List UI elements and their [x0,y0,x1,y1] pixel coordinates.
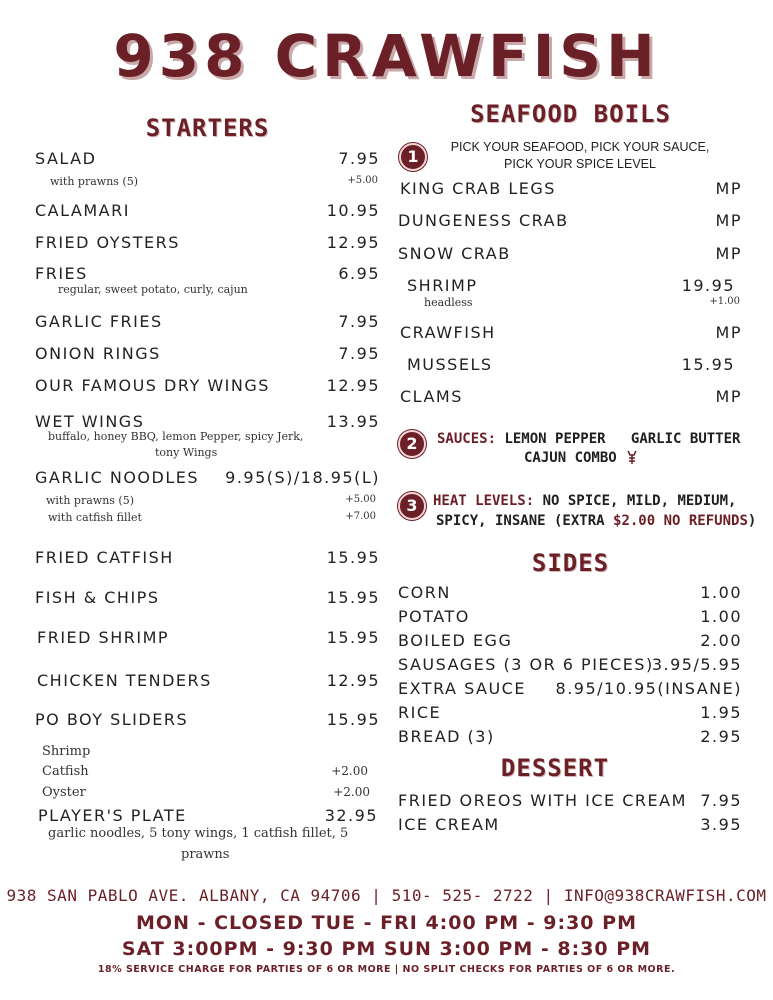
side-item [398,655,742,679]
item-price: 15.95 [326,628,380,647]
item-price: 7.95 [338,344,380,363]
boil-item-king-crab [400,179,742,198]
option-name: Oyster [42,785,86,800]
step-3-badge: 3 [398,492,426,520]
item-name: OUR FAMOUS DRY WINGS [35,376,270,395]
item-price: 12.95 [326,376,380,395]
item-name: SALAD [35,149,97,168]
item-name: CHICKEN TENDERS [37,671,212,690]
dessert-list [398,791,742,839]
menu-item-salad [35,149,380,168]
item-name: GARLIC FRIES [35,312,163,331]
boil-item-shrimp [407,276,735,295]
menu-item-calamari [35,201,380,220]
item-name: SAUSAGES (3 OR 6 PIECES) [398,655,654,674]
side-item [398,703,742,727]
dessert-item [398,791,742,815]
item-name: PLAYER'S PLATE [38,806,187,825]
item-name: CORN [398,583,451,602]
item-price: MP [715,244,742,263]
item-price: 2.95 [700,727,742,746]
heat-levels-line-2 [436,513,756,529]
heat-options: NO SPICE, MILD, MEDIUM, [542,493,737,509]
item-price: 3.95 [700,815,742,834]
item-price: 1.00 [700,583,742,602]
item-name: GARLIC NOODLES [35,468,200,487]
crawfish-icon [625,449,639,465]
item-price: 12.95 [326,233,380,252]
option-price: +7.00 [345,511,376,522]
sides-heading: SIDES [531,549,610,577]
seafood-boils-heading: SEAFOOD BOILS [470,100,671,128]
boil-item-dungeness-crab [398,211,742,230]
item-price: 7.95 [338,149,380,168]
footer-hours-weekday: MON - CLOSED TUE - FRI 4:00 PM - 9:30 PM [136,912,637,934]
item-price: 7.95 [338,312,380,331]
menu-option-noodles-prawns [46,494,376,507]
item-name: ICE CREAM [398,815,500,834]
item-price: 9.95(S)/18.95(L) [225,468,380,487]
option-name: with prawns (5) [46,494,135,507]
menu-item-onion-rings [35,344,380,363]
boil-item-crawfish [400,323,742,342]
menu-option-po-boy-oyster [42,785,370,800]
heat-options-close: ) [747,513,757,529]
menu-item-fried-catfish [35,548,380,567]
heat-options-2: SPICY, INSANE (EXTRA [436,513,614,529]
menu-item-players-plate [38,806,378,825]
sauces-line [437,431,740,447]
instruction-line: PICK YOUR SEAFOOD, PICK YOUR SAUCE, [450,140,710,154]
menu-item-fries-description: regular, sweet potato, curly, cajun [58,283,248,296]
item-price: 2.00 [700,631,742,650]
item-name: KING CRAB LEGS [400,179,556,198]
dessert-heading: DESSERT [500,754,610,782]
item-name: SHRIMP [407,276,478,295]
item-price: 15.95 [326,588,380,607]
menu-item-po-boy-sliders [35,710,380,729]
item-name: BREAD (3) [398,727,495,746]
item-price: MP [715,323,742,342]
option-name: Catfish [42,764,89,779]
side-item [398,679,742,703]
option-name: headless [424,296,473,309]
restaurant-title: 938 CRAWFISH [113,22,660,90]
option-name: with prawns (5) [50,175,139,188]
starters-heading: STARTERS [145,114,270,142]
menu-option-po-boy-shrimp: Shrimp [42,744,91,759]
boil-item-clams [400,387,742,406]
side-item [398,583,742,607]
menu-item-garlic-noodles [35,468,380,487]
item-price: 6.95 [338,264,380,283]
dessert-item [398,815,742,839]
item-price: 15.95 [681,355,735,374]
side-item [398,631,742,655]
item-name: CRAWFISH [400,323,496,342]
menu-item-fried-oysters [35,233,380,252]
footer-service-note: 18% SERVICE CHARGE FOR PARTIES OF 6 OR MORE | NO SPLIT CHECKS FOR PARTIES OF 6 OR MORE. [97,964,676,975]
menu-item-fries [35,264,380,283]
sauces-label: SAUCES: [437,431,497,447]
sides-list [398,583,742,751]
item-price: 7.95 [700,791,742,810]
item-price: 3.95/5.95 [651,655,742,674]
option-price: +2.00 [331,764,368,778]
step-1-badge: 1 [399,143,427,171]
item-name: FRIED OREOS WITH ICE CREAM [398,791,687,810]
option-price: +5.00 [345,494,376,505]
heat-label: HEAT LEVELS: [433,493,535,509]
menu-item-garlic-fries [35,312,380,331]
footer-address: 938 SAN PABLO AVE. ALBANY, CA 94706 | 510- 525- 2722 | INFO@938CRAWFISH.COM [6,886,767,905]
menu-item-players-plate-desc-2: prawns [181,847,230,862]
heat-levels-line [433,493,736,509]
item-price: 12.95 [326,671,380,690]
item-price: 15.95 [326,710,380,729]
step-2-badge: 2 [398,430,426,458]
item-name: FRIES [35,264,88,283]
item-price: 13.95 [326,412,380,431]
boil-item-snow-crab [398,244,742,263]
item-name: CLAMS [400,387,463,406]
menu-item-fish-chips [35,588,380,607]
item-name: POTATO [398,607,470,626]
option-price: +5.00 [347,175,378,186]
menu-option-salad-prawns [50,175,378,188]
item-price: 15.95 [326,548,380,567]
menu-item-wet-wings [35,412,380,431]
option-price: +2.00 [333,785,370,799]
item-name: FRIED OYSTERS [35,233,180,252]
item-name: BOILED EGG [398,631,513,650]
menu-item-fried-shrimp [37,628,380,647]
sauces-options-2: CAJUN COMBO [524,450,617,466]
boil-option-shrimp-headless [424,296,740,309]
item-price: MP [715,387,742,406]
item-name: FRIED SHRIMP [37,628,170,647]
menu-item-wet-wings-flavors-2: tony Wings [155,446,218,459]
item-price: 19.95 [681,276,735,295]
menu-item-chicken-tenders [37,671,380,690]
side-item [398,607,742,631]
menu-item-players-plate-desc: garlic noodles, 5 tony wings, 1 catfish fillet, 5 [48,826,349,841]
item-price: MP [715,211,742,230]
item-name: SNOW CRAB [398,244,511,263]
item-name: ONION RINGS [35,344,161,363]
item-name: MUSSELS [407,355,493,374]
menu-option-po-boy-catfish [42,764,368,779]
item-name: DUNGENESS CRAB [398,211,569,230]
option-name: with catfish fillet [48,511,142,524]
footer-hours-weekend: SAT 3:00PM - 9:30 PM SUN 3:00 PM - 8:30 PM [121,938,652,960]
item-name: PO BOY SLIDERS [35,710,189,729]
side-item [398,727,742,751]
option-price: +1.00 [709,296,740,307]
item-name: WET WINGS [35,412,145,431]
sauces-line-2 [524,449,639,466]
item-name: CALAMARI [35,201,130,220]
heat-extra-charge: $2.00 NO REFUNDS [613,513,748,529]
item-price: MP [715,179,742,198]
instruction-line: PICK YOUR SPICE LEVEL [504,157,656,171]
item-name: FISH & CHIPS [35,588,160,607]
menu-item-wet-wings-flavors: buffalo, honey BBQ, lemon Pepper, spicy Jerk, [48,430,304,443]
menu-item-dry-wings [35,376,380,395]
menu-option-noodles-catfish [48,511,376,524]
step-1-instructions [440,139,720,173]
item-name: RICE [398,703,442,722]
sauces-options: LEMON PEPPER GARLIC BUTTER [504,431,741,447]
item-price: 10.95 [326,201,380,220]
item-price: 32.95 [324,806,378,825]
boil-item-mussels [407,355,735,374]
item-price: 1.00 [700,607,742,626]
item-name: EXTRA SAUCE [398,679,526,698]
item-price: 1.95 [700,703,742,722]
item-price: 8.95/10.95(INSANE) [555,679,742,698]
item-name: FRIED CATFISH [35,548,174,567]
